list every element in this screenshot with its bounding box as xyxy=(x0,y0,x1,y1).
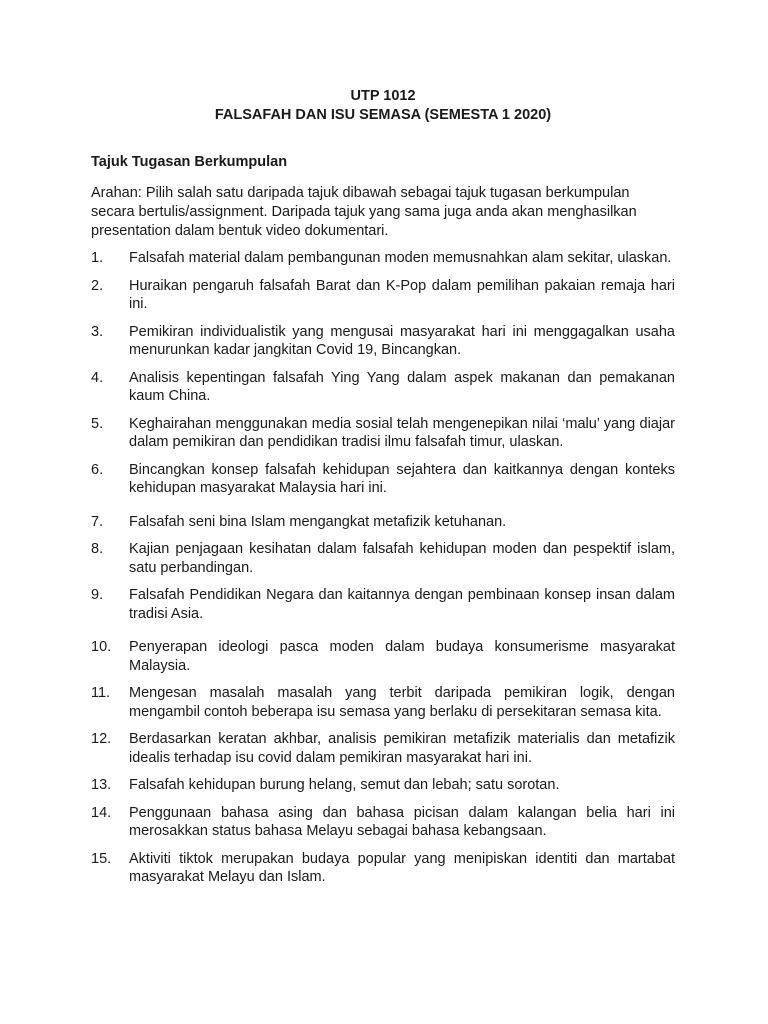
task-number: 1. xyxy=(91,250,104,266)
task-number: 9. xyxy=(91,587,104,603)
task-text: Aktiviti tiktok merupakan budaya popular yang menipiskan identiti dan martabat masyarakat Melayu dan Islam. xyxy=(129,850,675,885)
task-list xyxy=(91,249,675,887)
course-title: FALSAFAH DAN ISU SEMASA (SEMESTA 1 2020) xyxy=(214,107,552,123)
task-item-3 xyxy=(91,323,675,360)
task-item-1 xyxy=(91,249,675,268)
task-item-5 xyxy=(91,415,675,452)
task-item-6 xyxy=(91,461,675,498)
task-item-15 xyxy=(91,850,675,887)
course-code: UTP 1012 xyxy=(350,88,416,104)
task-text: Analisis kepentingan falsafah Ying Yang dalam aspek makanan dan pemakanan kaum China. xyxy=(129,369,675,404)
task-text: Keghairahan menggunakan media sosial telah mengenepikan nilai ‘malu’ yang diajar dalam pemikiran dan pendidikan tradisi ilmu falsafah timur, ulaskan. xyxy=(129,415,675,450)
task-text: Penggunaan bahasa asing dan bahasa picisan dalam kalangan belia hari ini merosakkan status bahasa Melayu sebagai bahasa kebangsaan. xyxy=(129,804,675,839)
task-item-11 xyxy=(91,684,675,721)
task-number: 13. xyxy=(91,777,112,793)
task-number: 12. xyxy=(91,731,112,747)
task-number: 3. xyxy=(91,323,104,340)
task-text: Falsafah material dalam pembangunan moden memusnahkan alam sekitar, ulaskan. xyxy=(129,250,672,266)
task-item-13 xyxy=(91,776,675,795)
task-item-2 xyxy=(91,277,675,314)
task-number: 7. xyxy=(91,513,104,530)
document-page xyxy=(91,87,675,887)
task-number: 2. xyxy=(91,277,104,294)
task-item-14 xyxy=(91,804,675,841)
task-number: 8. xyxy=(91,541,104,557)
task-item-8 xyxy=(91,540,675,577)
task-number: 15. xyxy=(91,850,112,867)
task-text: Berdasarkan keratan akhbar, analisis pemikiran metafizik materialis dan metafizik idealis terhadap isu covid dalam pemikiran masyarakat hari ini. xyxy=(129,731,675,766)
task-text: Falsafah seni bina Islam mengangkat metafizik ketuhanan. xyxy=(129,513,507,530)
task-item-10 xyxy=(91,638,675,675)
task-item-9 xyxy=(91,586,675,623)
task-number: 11. xyxy=(91,685,111,701)
task-text: Mengesan masalah masalah yang terbit daripada pemikiran logik, dengan mengambil contoh beberapa isu semasa yang berlaku di persekitaran semasa kita. xyxy=(129,685,675,720)
task-item-12 xyxy=(91,730,675,767)
task-text: Pemikiran individualistik yang mengusai masyarakat hari ini menggagalkan usaha menurunkan kadar jangkitan Covid 19, Bincangkan. xyxy=(129,323,675,358)
task-item-4 xyxy=(91,369,675,406)
task-text: Penyerapan ideologi pasca moden dalam budaya konsumerisme masyarakat Malaysia. xyxy=(129,639,675,674)
task-number: 5. xyxy=(91,415,104,432)
task-text: Falsafah Pendidikan Negara dan kaitannya dengan pembinaan konsep insan dalam tradisi Asia. xyxy=(129,587,675,622)
instructions-paragraph: Arahan: Pilih salah satu daripada tajuk dibawah sebagai tajuk tugasan berkumpulan secara bertulis/assignment. Daripada tajuk yang sama juga anda akan menghasilkan presentation dalam bentuk video dokumentari. xyxy=(91,185,637,239)
task-text: Huraikan pengaruh falsafah Barat dan K-Pop dalam pemilihan pakaian remaja hari ini. xyxy=(129,277,675,312)
task-number: 4. xyxy=(91,369,104,386)
task-number: 6. xyxy=(91,461,104,478)
task-text: Bincangkan konsep falsafah kehidupan sejahtera dan kaitkannya dengan konteks kehidupan masyarakat Malaysia hari ini. xyxy=(129,461,675,496)
task-number: 14. xyxy=(91,804,112,821)
task-number: 10. xyxy=(91,639,112,655)
task-text: Falsafah kehidupan burung helang, semut dan lebah; satu sorotan. xyxy=(129,777,560,793)
section-title: Tajuk Tugasan Berkumpulan xyxy=(91,154,288,170)
task-item-7 xyxy=(91,513,675,532)
task-text: Kajian penjagaan kesihatan dalam falsafah kehidupan moden dan pespektif islam, satu perbandingan. xyxy=(129,541,675,576)
